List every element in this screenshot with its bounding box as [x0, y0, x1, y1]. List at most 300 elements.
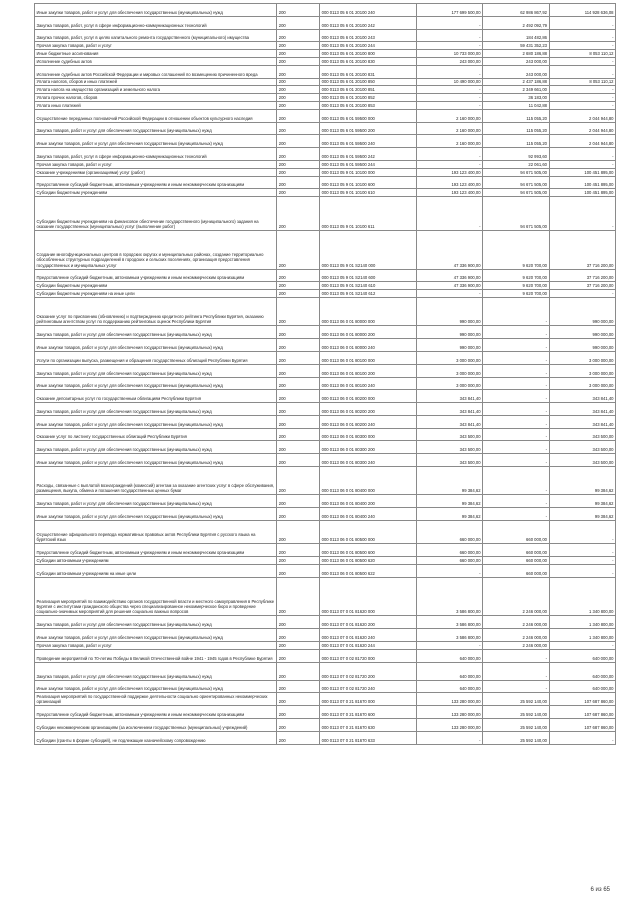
- row-approved-amount: 133 280 000,00: [416, 693, 482, 706]
- row-approved-amount: 47 336 900,00: [416, 230, 482, 269]
- row-executed-amount: 660 000,00: [483, 557, 549, 565]
- row-code: 200: [277, 16, 320, 29]
- row-approved-amount: -: [416, 642, 482, 650]
- row-unexecuted-amount: -: [549, 42, 616, 50]
- row-classification-code: 000 0113 07 0 01 81620 200: [320, 616, 416, 629]
- row-classification-code: 000 0113 06 0 01 80300 200: [320, 441, 416, 454]
- row-executed-amount: 660 000,00: [483, 544, 549, 557]
- row-unexecuted-amount: 3 000 000,00: [549, 351, 616, 364]
- row-classification-code: 000 0113 06 0 01 80100 240: [320, 377, 416, 390]
- row-approved-amount: 193 123 400,00: [416, 176, 482, 189]
- row-executed-amount: 36 183,00: [483, 94, 549, 102]
- row-name: Закупка товаров, работ и услуг для обеспечения государственных (муниципальных) нужд: [35, 495, 277, 508]
- row-classification-code: 000 0113 05 9 01 10100 600: [320, 176, 416, 189]
- row-name: Уплата налога на имущество организаций и земельного налога: [35, 86, 277, 94]
- row-unexecuted-amount: 1 340 800,00: [549, 616, 616, 629]
- row-name: Закупка товаров, работ и услуг для обеспечения государственных (муниципальных) нужд: [35, 441, 277, 454]
- row-unexecuted-amount: -: [549, 57, 616, 65]
- row-unexecuted-amount: 99 384,62: [549, 495, 616, 508]
- row-approved-amount: 640 000,00: [416, 680, 482, 693]
- row-name: Предоставление субсидий бюджетным, автономным учреждениям и иным некоммерческим организациям: [35, 176, 277, 189]
- table-row: [35, 65, 616, 78]
- row-code: 200: [277, 65, 320, 78]
- row-executed-amount: 9 620 700,00: [483, 230, 549, 269]
- row-name: Иные закупки товаров, работ и услуг для обеспечения государственных (муниципальных) нужд: [35, 454, 277, 467]
- row-name: Предоставление субсидий бюджетным, автономным учреждениям и иным некоммерческим организациям: [35, 544, 277, 557]
- row-executed-amount: -: [483, 508, 549, 521]
- row-classification-code: 000 0113 05 9 01 10100 611: [320, 197, 416, 231]
- row-approved-amount: 640 000,00: [416, 649, 482, 662]
- row-code: 200: [277, 649, 320, 662]
- row-code: 200: [277, 508, 320, 521]
- row-executed-amount: 94 671 505,00: [483, 189, 549, 197]
- row-approved-amount: -: [416, 197, 482, 231]
- row-approved-amount: 343 841,40: [416, 390, 482, 403]
- table-row: [35, 160, 616, 168]
- table-row: [35, 428, 616, 441]
- row-name: Реализация мероприятий по государственной поддержке деятельности социально ориентированных некоммерческих организаций: [35, 693, 277, 706]
- row-name: Иные закупки товаров, работ и услуг для обеспечения государственных (муниципальных) нужд: [35, 339, 277, 352]
- row-classification-code: 000 0113 05 6 01 59500 200: [320, 122, 416, 135]
- row-unexecuted-amount: -: [549, 544, 616, 557]
- row-unexecuted-amount: 343 500,00: [549, 428, 616, 441]
- row-executed-amount: 9 620 700,00: [483, 290, 549, 298]
- row-executed-amount: 2 680 186,88: [483, 50, 549, 58]
- row-unexecuted-amount: 114 928 636,08: [549, 4, 616, 17]
- row-classification-code: 000 0113 06 0 01 80100 200: [320, 364, 416, 377]
- row-classification-code: 000 0113 05 6 01 20100 244: [320, 42, 416, 50]
- row-name: Субсидии бюджетным учреждениям: [35, 189, 277, 197]
- row-unexecuted-amount: 2 044 944,80: [549, 135, 616, 148]
- table-row: [35, 122, 616, 135]
- table-row: [35, 508, 616, 521]
- table-row: [35, 135, 616, 148]
- row-executed-amount: 9 620 700,00: [483, 282, 549, 290]
- row-executed-amount: 2 246 000,00: [483, 629, 549, 642]
- row-executed-amount: -: [483, 495, 549, 508]
- row-name: Уплата прочих налогов, сборов: [35, 94, 277, 102]
- row-unexecuted-amount: 37 716 200,00: [549, 282, 616, 290]
- row-classification-code: 000 0113 06 0 01 80500 000: [320, 521, 416, 544]
- row-executed-amount: 59 431 352,23: [483, 42, 549, 50]
- row-code: 200: [277, 351, 320, 364]
- row-code: 200: [277, 50, 320, 58]
- row-code: 200: [277, 415, 320, 428]
- row-code: 200: [277, 29, 320, 42]
- row-executed-amount: 92 993,60: [483, 148, 549, 161]
- table-row: [35, 693, 616, 706]
- row-executed-amount: -: [483, 454, 549, 467]
- row-unexecuted-amount: 343 841,40: [549, 415, 616, 428]
- row-unexecuted-amount: 3 000 000,00: [549, 377, 616, 390]
- row-approved-amount: 47 336 900,00: [416, 282, 482, 290]
- row-name: Субсидии некоммерческим организациям (за исключением государственных (муниципальных) учреждений): [35, 719, 277, 732]
- table-row: [35, 719, 616, 732]
- row-approved-amount: 2 160 000,00: [416, 135, 482, 148]
- row-code: 200: [277, 122, 320, 135]
- row-name: Оказание услуг по присвоению (обновлению) и подтверждению кредитного рейтинга Республики Бурятия, оказанию рейтинговым агентством услуг по поддержанию рейтинговых оценок Республики Бурятия: [35, 297, 277, 325]
- row-code: 200: [277, 706, 320, 719]
- row-executed-amount: -: [483, 339, 549, 352]
- row-name: Иные бюджетные ассигнования: [35, 50, 277, 58]
- row-code: 200: [277, 160, 320, 168]
- row-name: Закупка товаров, работ, услуг в сфере информационно-коммуникационных технологий: [35, 148, 277, 161]
- row-unexecuted-amount: -: [549, 101, 616, 109]
- row-code: 200: [277, 577, 320, 616]
- row-executed-amount: 660 000,00: [483, 521, 549, 544]
- row-executed-amount: -: [483, 441, 549, 454]
- table-row: [35, 351, 616, 364]
- row-classification-code: 000 0113 06 0 01 80200 000: [320, 390, 416, 403]
- row-unexecuted-amount: -: [549, 290, 616, 298]
- row-executed-amount: -: [483, 415, 549, 428]
- table-row: [35, 94, 616, 102]
- row-name: Субсидии бюджетным учреждениям на финансовое обеспечение государственного (муниципального) задания на оказание государственных (муниципальных) услуг (выполнение работ): [35, 197, 277, 231]
- row-approved-amount: 640 000,00: [416, 662, 482, 680]
- row-executed-amount: 184 482,86: [483, 29, 549, 42]
- row-approved-amount: 177 699 500,00: [416, 4, 482, 17]
- table-row: [35, 495, 616, 508]
- table-row: [35, 29, 616, 42]
- table-row: [35, 649, 616, 662]
- row-unexecuted-amount: -: [549, 732, 616, 745]
- row-classification-code: 000 0113 05 6 01 59500 000: [320, 109, 416, 122]
- row-unexecuted-amount: 107 687 860,00: [549, 693, 616, 706]
- row-approved-amount: 133 280 000,00: [416, 719, 482, 732]
- row-approved-amount: -: [416, 42, 482, 50]
- table-row: [35, 415, 616, 428]
- row-classification-code: 000 0113 05 6 01 20100 242: [320, 16, 416, 29]
- row-executed-amount: 243 000,00: [483, 65, 549, 78]
- row-unexecuted-amount: 640 000,00: [549, 662, 616, 680]
- row-executed-amount: 25 592 140,00: [483, 693, 549, 706]
- row-code: 200: [277, 662, 320, 680]
- row-executed-amount: -: [483, 390, 549, 403]
- row-approved-amount: 660 000,00: [416, 544, 482, 557]
- row-code: 200: [277, 86, 320, 94]
- row-code: 200: [277, 94, 320, 102]
- row-executed-amount: 2 349 661,00: [483, 86, 549, 94]
- row-name: Оказание учреждениями (организациями) услуг (работ): [35, 168, 277, 176]
- row-executed-amount: -: [483, 467, 549, 495]
- row-approved-amount: -: [416, 101, 482, 109]
- table-row: [35, 42, 616, 50]
- row-unexecuted-amount: -: [549, 29, 616, 42]
- row-code: 200: [277, 297, 320, 325]
- row-code: 200: [277, 57, 320, 65]
- row-classification-code: 000 0113 05 6 01 59500 244: [320, 160, 416, 168]
- row-name: Закупка товаров, работ и услуг для обеспечения государственных (муниципальных) нужд: [35, 364, 277, 377]
- table-row: [35, 441, 616, 454]
- row-name: Иные закупки товаров, работ и услуг для обеспечения государственных (муниципальных) нужд: [35, 135, 277, 148]
- row-approved-amount: -: [416, 16, 482, 29]
- row-classification-code: 000 0113 07 0 02 81720 240: [320, 680, 416, 693]
- table-row: [35, 109, 616, 122]
- table-row: [35, 290, 616, 298]
- row-executed-amount: -: [483, 649, 549, 662]
- row-unexecuted-amount: -: [549, 557, 616, 565]
- row-code: 200: [277, 521, 320, 544]
- row-unexecuted-amount: 99 384,62: [549, 467, 616, 495]
- row-code: 200: [277, 189, 320, 197]
- row-classification-code: 000 0113 06 0 01 80000 240: [320, 339, 416, 352]
- row-approved-amount: 47 336 900,00: [416, 269, 482, 282]
- table-row: [35, 564, 616, 577]
- row-unexecuted-amount: 990 000,00: [549, 339, 616, 352]
- row-classification-code: 000 0113 05 6 01 20100 851: [320, 86, 416, 94]
- row-unexecuted-amount: -: [549, 564, 616, 577]
- row-unexecuted-amount: 640 000,00: [549, 649, 616, 662]
- row-unexecuted-amount: -: [549, 16, 616, 29]
- row-name: Закупка товаров, работ и услуг для обеспечения государственных (муниципальных) нужд: [35, 616, 277, 629]
- row-code: 200: [277, 642, 320, 650]
- row-executed-amount: 243 000,00: [483, 57, 549, 65]
- row-name: Прочая закупка товаров, работ и услуг: [35, 42, 277, 50]
- row-approved-amount: 193 123 400,00: [416, 168, 482, 176]
- table-row: [35, 557, 616, 565]
- row-executed-amount: 94 671 505,00: [483, 176, 549, 189]
- row-approved-amount: -: [416, 290, 482, 298]
- row-classification-code: 000 0113 05 6 01 20100 240: [320, 4, 416, 17]
- row-executed-amount: 660 000,00: [483, 564, 549, 577]
- row-approved-amount: 99 384,62: [416, 467, 482, 495]
- table-row: [35, 197, 616, 231]
- row-unexecuted-amount: -: [549, 148, 616, 161]
- row-executed-amount: 22 061,60: [483, 160, 549, 168]
- row-approved-amount: 660 000,00: [416, 521, 482, 544]
- table-row: [35, 390, 616, 403]
- row-classification-code: 000 0113 06 0 01 80300 240: [320, 454, 416, 467]
- row-code: 200: [277, 680, 320, 693]
- row-classification-code: 000 0113 07 0 01 81620 000: [320, 577, 416, 616]
- table-row: [35, 230, 616, 269]
- row-name: Реализация мероприятий по взаимодействию органов государственной власти и местного самоуправления в Республике Бурятия с институтами гражданского общества через специализированное некоммерческое бюро и проведение социально-значимых мероприятий для решения социально важных вопросов: [35, 577, 277, 616]
- row-unexecuted-amount: -: [549, 642, 616, 650]
- row-name: Предоставление субсидий бюджетным, автономным учреждениям и иным некоммерческим организациям: [35, 269, 277, 282]
- page-number: 6 из 65: [590, 887, 610, 893]
- row-unexecuted-amount: -: [549, 94, 616, 102]
- row-unexecuted-amount: 343 841,40: [549, 403, 616, 416]
- row-code: 200: [277, 269, 320, 282]
- row-approved-amount: 990 000,00: [416, 326, 482, 339]
- row-classification-code: 000 0113 05 6 01 20100 853: [320, 101, 416, 109]
- row-code: 200: [277, 230, 320, 269]
- row-approved-amount: 99 384,62: [416, 495, 482, 508]
- row-classification-code: 000 0113 07 0 21 81670 600: [320, 706, 416, 719]
- row-name: Иные закупки товаров, работ и услуг для обеспечения государственных (муниципальных) нужд: [35, 377, 277, 390]
- row-approved-amount: 99 384,62: [416, 508, 482, 521]
- row-name: Осуществление переданных полномочий Российской Федерации в отношении объектов культурного наследия: [35, 109, 277, 122]
- row-classification-code: 000 0113 05 6 01 20100 243: [320, 29, 416, 42]
- table-row: [35, 467, 616, 495]
- row-approved-amount: 3 586 800,00: [416, 616, 482, 629]
- row-executed-amount: 62 986 867,92: [483, 4, 549, 17]
- row-unexecuted-amount: 990 000,00: [549, 297, 616, 325]
- row-code: 200: [277, 544, 320, 557]
- budget-execution-table: [34, 3, 616, 745]
- row-unexecuted-amount: 8 053 110,12: [549, 50, 616, 58]
- row-executed-amount: 2 246 000,00: [483, 642, 549, 650]
- row-name: Проведение мероприятий по 70-летию Победы в Великой Отечественной войне 1941 - 1945 годов в Республике Бурятия: [35, 649, 277, 662]
- row-name: Иные закупки товаров, работ и услуг для обеспечения государственных (муниципальных) нужд: [35, 415, 277, 428]
- row-executed-amount: 115 055,20: [483, 109, 549, 122]
- row-classification-code: 000 0113 06 0 01 80200 240: [320, 415, 416, 428]
- row-executed-amount: 115 055,20: [483, 122, 549, 135]
- row-unexecuted-amount: 100 451 895,00: [549, 189, 616, 197]
- table-row: [35, 189, 616, 197]
- table-row: [35, 57, 616, 65]
- row-executed-amount: -: [483, 377, 549, 390]
- row-classification-code: 000 0113 05 9 01 S2140 612: [320, 290, 416, 298]
- table-row: [35, 616, 616, 629]
- row-classification-code: 000 0113 07 0 02 81720 000: [320, 649, 416, 662]
- row-executed-amount: 2 246 000,00: [483, 577, 549, 616]
- table-row: [35, 339, 616, 352]
- table-row: [35, 377, 616, 390]
- row-classification-code: 000 0113 06 0 01 80000 200: [320, 326, 416, 339]
- table-row: [35, 176, 616, 189]
- row-code: 200: [277, 390, 320, 403]
- row-classification-code: 000 0113 06 0 01 80500 600: [320, 544, 416, 557]
- row-classification-code: 000 0113 06 0 01 80000 000: [320, 297, 416, 325]
- row-code: 200: [277, 148, 320, 161]
- row-name: Закупка товаров, работ и услуг для обеспечения государственных (муниципальных) нужд: [35, 662, 277, 680]
- row-code: 200: [277, 693, 320, 706]
- row-code: 200: [277, 109, 320, 122]
- row-code: 200: [277, 719, 320, 732]
- table-row: [35, 16, 616, 29]
- table-row: [35, 326, 616, 339]
- row-executed-amount: 2 246 000,00: [483, 616, 549, 629]
- row-executed-amount: -: [483, 364, 549, 377]
- row-approved-amount: 343 841,40: [416, 403, 482, 416]
- row-approved-amount: 3 000 000,00: [416, 364, 482, 377]
- row-approved-amount: 10 490 000,00: [416, 78, 482, 86]
- row-approved-amount: 2 160 000,00: [416, 122, 482, 135]
- row-classification-code: 000 0113 05 9 01 S2140 600: [320, 269, 416, 282]
- row-approved-amount: -: [416, 732, 482, 745]
- row-unexecuted-amount: 2 044 944,80: [549, 122, 616, 135]
- row-name: Уплата налогов, сборов и иных платежей: [35, 78, 277, 86]
- row-classification-code: 000 0113 07 0 02 81720 200: [320, 662, 416, 680]
- row-executed-amount: -: [483, 680, 549, 693]
- row-code: 200: [277, 42, 320, 50]
- row-name: Осуществление официального перевода нормативных правовых актов Республики Бурятия с русского языка на бурятский язык: [35, 521, 277, 544]
- row-code: 200: [277, 290, 320, 298]
- row-approved-amount: 3 000 000,00: [416, 351, 482, 364]
- row-name: Прочая закупка товаров, работ и услуг: [35, 160, 277, 168]
- row-executed-amount: 94 671 505,00: [483, 197, 549, 231]
- row-name: Закупка товаров, работ и услуг для обеспечения государственных (муниципальных) нужд: [35, 403, 277, 416]
- row-name: Закупка товаров, работ и услуг для обеспечения государственных (муниципальных) нужд: [35, 326, 277, 339]
- row-unexecuted-amount: 343 841,40: [549, 390, 616, 403]
- table-row: [35, 544, 616, 557]
- row-approved-amount: 133 280 000,00: [416, 706, 482, 719]
- row-code: 200: [277, 732, 320, 745]
- row-unexecuted-amount: 99 384,62: [549, 508, 616, 521]
- row-classification-code: 000 0113 07 0 21 81670 630: [320, 719, 416, 732]
- row-classification-code: 000 0113 05 6 01 59500 240: [320, 135, 416, 148]
- row-classification-code: 000 0113 05 9 01 10100 000: [320, 168, 416, 176]
- row-name: Предоставление субсидий бюджетным, автономным учреждениям и иным некоммерческим организациям: [35, 706, 277, 719]
- table-row: [35, 577, 616, 616]
- row-unexecuted-amount: 100 451 895,00: [549, 176, 616, 189]
- table-row: [35, 706, 616, 719]
- row-classification-code: 000 0113 05 6 01 20100 852: [320, 94, 416, 102]
- table-row: [35, 168, 616, 176]
- row-code: 200: [277, 282, 320, 290]
- row-unexecuted-amount: 107 687 860,00: [549, 719, 616, 732]
- row-approved-amount: 660 000,00: [416, 557, 482, 565]
- row-name: Субсидии бюджетным учреждениям: [35, 282, 277, 290]
- table-row: [35, 50, 616, 58]
- table-row: [35, 662, 616, 680]
- row-approved-amount: -: [416, 148, 482, 161]
- row-approved-amount: 10 733 000,00: [416, 50, 482, 58]
- row-executed-amount: 115 055,20: [483, 135, 549, 148]
- row-classification-code: 000 0113 06 0 01 80100 000: [320, 351, 416, 364]
- table-row: [35, 403, 616, 416]
- row-classification-code: 000 0113 07 0 21 81670 633: [320, 732, 416, 745]
- row-unexecuted-amount: 37 716 200,00: [549, 230, 616, 269]
- row-unexecuted-amount: 8 053 110,12: [549, 78, 616, 86]
- row-executed-amount: 94 671 505,00: [483, 168, 549, 176]
- row-code: 200: [277, 101, 320, 109]
- row-executed-amount: 25 592 140,00: [483, 719, 549, 732]
- row-executed-amount: -: [483, 326, 549, 339]
- row-name: Закупка товаров, работ и услуг для обеспечения государственных (муниципальных) нужд: [35, 122, 277, 135]
- row-classification-code: 000 0113 06 0 01 80500 620: [320, 557, 416, 565]
- table-row: [35, 454, 616, 467]
- row-classification-code: 000 0113 06 0 01 80400 200: [320, 495, 416, 508]
- row-executed-amount: 2 492 092,79: [483, 16, 549, 29]
- row-approved-amount: -: [416, 29, 482, 42]
- row-executed-amount: -: [483, 662, 549, 680]
- row-code: 200: [277, 4, 320, 17]
- row-name: Субсидии бюджетным учреждениям на иные цели: [35, 290, 277, 298]
- row-classification-code: 000 0113 05 6 01 20100 850: [320, 78, 416, 86]
- row-code: 200: [277, 78, 320, 86]
- row-approved-amount: 243 000,00: [416, 57, 482, 65]
- row-classification-code: 000 0113 05 9 01 10100 610: [320, 189, 416, 197]
- row-classification-code: 000 0113 05 6 01 20100 800: [320, 50, 416, 58]
- row-code: 200: [277, 197, 320, 231]
- table-row: [35, 629, 616, 642]
- row-code: 200: [277, 629, 320, 642]
- row-approved-amount: -: [416, 94, 482, 102]
- row-unexecuted-amount: 2 044 944,80: [549, 109, 616, 122]
- row-classification-code: 000 0113 06 0 01 80300 000: [320, 428, 416, 441]
- row-executed-amount: -: [483, 351, 549, 364]
- row-unexecuted-amount: 1 340 800,00: [549, 629, 616, 642]
- row-approved-amount: 3 000 000,00: [416, 377, 482, 390]
- row-name: Услуги по организации выпуска, размещения и обращения государственных облигаций Республики Бурятия: [35, 351, 277, 364]
- row-code: 200: [277, 467, 320, 495]
- table-row: [35, 732, 616, 745]
- row-approved-amount: 990 000,00: [416, 339, 482, 352]
- row-executed-amount: -: [483, 297, 549, 325]
- row-name: Оказание депозитарных услуг по государственным облигациям Республики Бурятия: [35, 390, 277, 403]
- row-approved-amount: 3 586 800,00: [416, 629, 482, 642]
- row-executed-amount: -: [483, 403, 549, 416]
- row-approved-amount: -: [416, 86, 482, 94]
- row-unexecuted-amount: 37 716 200,00: [549, 269, 616, 282]
- row-unexecuted-amount: -: [549, 65, 616, 78]
- row-name: Закупка товаров, работ, услуг в сфере информационно-коммуникационных технологий: [35, 16, 277, 29]
- row-name: Прочая закупка товаров, работ и услуг: [35, 642, 277, 650]
- row-unexecuted-amount: -: [549, 521, 616, 544]
- row-classification-code: 000 0113 06 0 01 80500 622: [320, 564, 416, 577]
